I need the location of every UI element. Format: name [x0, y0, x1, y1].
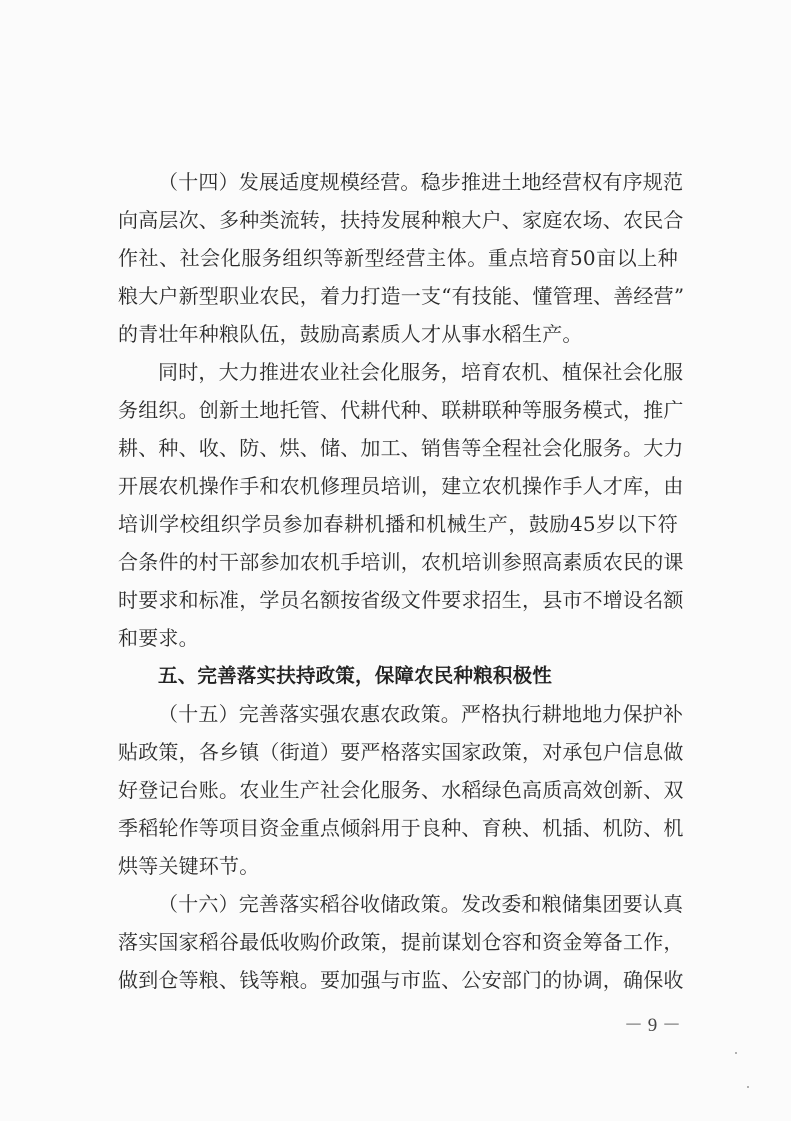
text-line: 向高层次、多种类流转，扶持发展种粮大户、家庭农场、农民合	[118, 208, 684, 232]
text-line: 好登记台账。农业生产社会化服务、水稻绿色高质高效创新、双	[118, 778, 684, 802]
text-line: 耕、种、收、防、烘、储、加工、销售等全程社会化服务。大力	[118, 436, 684, 460]
text-line: 落实国家稻谷最低收购价政策，提前谋划仓容和资金筹备工作，	[118, 930, 684, 954]
section-16-paragraph	[118, 885, 684, 999]
text-line: 贴政策，各乡镇（街道）要严格落实国家政策，对承包户信息做	[118, 740, 684, 764]
text-line: 季稻轮作等项目资金重点倾斜用于良种、育秧、机插、机防、机	[118, 816, 684, 840]
text-line: （十四）发展适度规模经营。稳步推进土地经营权有序规范	[158, 170, 684, 194]
text-line: 粮大户新型职业农民，着力打造一支“有技能、懂管理、善经营”	[118, 284, 685, 308]
document-body	[118, 163, 685, 999]
text-line: 开展农机操作手和农机修理员培训，建立农机操作手人才库，由	[118, 474, 684, 498]
text-line: （十五）完善落实强农惠农政策。严格执行耕地地力保护补	[158, 702, 684, 726]
text-line: 烘等关键环节。	[118, 854, 260, 878]
text-line: 做到仓等粮、钱等粮。要加强与市监、公安部门的协调，确保收	[118, 968, 684, 992]
text-line: 时要求和标准，学员名额按省级文件要求招生，县市不增设名额	[118, 588, 684, 612]
text-line: 务组织。创新土地托管、代耕代种、联耕联种等服务模式，推广	[118, 398, 684, 422]
section-15-paragraph	[118, 695, 684, 885]
page-number: － 9 －	[623, 1015, 681, 1036]
section-14-paragraph	[118, 163, 685, 353]
scan-speck	[747, 1086, 749, 1088]
section-heading: 五、完善落实扶持政策，保障农民种粮积极性	[158, 664, 553, 687]
text-line: 作社、社会化服务组织等新型经营主体。重点培育50亩以上种	[118, 246, 678, 270]
text-line: 培训学校组织学员参加春耕机播和机械生产，鼓励45岁以下符	[118, 512, 678, 536]
text-line: 和要求。	[118, 626, 199, 650]
text-line: 的青壮年种粮队伍，鼓励高素质人才从事水稻生产。	[118, 322, 583, 346]
scan-speck	[735, 1052, 737, 1054]
text-line: （十六）完善落实稻谷收储政策。发改委和粮储集团要认真	[158, 892, 684, 916]
socialized-service-paragraph	[118, 353, 684, 657]
text-line: 合条件的村干部参加农机手培训，农机培训参照高素质农民的课	[118, 550, 684, 574]
text-line: 同时，大力推进农业社会化服务，培育农机、植保社会化服	[158, 360, 684, 384]
